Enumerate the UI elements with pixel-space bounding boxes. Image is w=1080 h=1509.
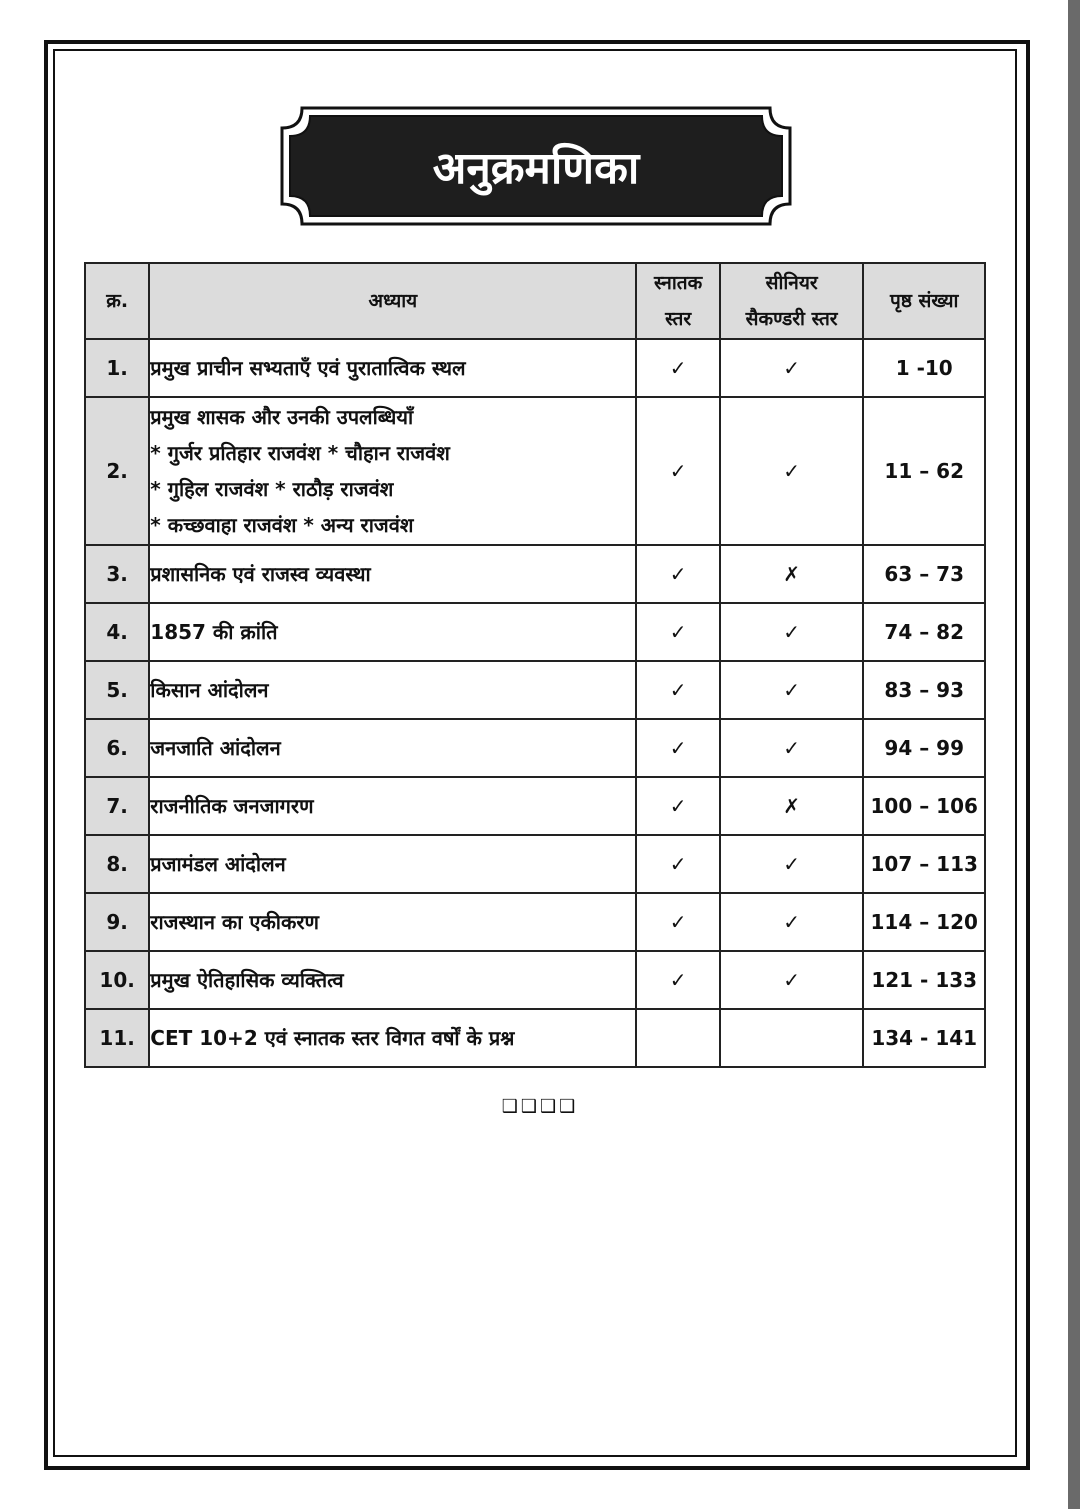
graduate-level-mark: ✓: [636, 545, 719, 603]
page-range: 114 – 120: [863, 893, 985, 951]
senior-secondary-mark: ✓: [720, 951, 864, 1009]
page-range: 100 – 106: [863, 777, 985, 835]
graduate-level-mark: ✓: [636, 397, 719, 545]
chapter-title: [149, 661, 636, 719]
chapter-title-line: प्रमुख शासक और उनकी उपलब्धियाँ: [150, 405, 414, 429]
chapter-title: [149, 719, 636, 777]
senior-secondary-mark: ✓: [720, 339, 864, 397]
header-senior-secondary-level: [720, 263, 864, 339]
table-row: [85, 835, 985, 893]
senior-secondary-mark: ✓: [720, 661, 864, 719]
end-of-section-marks: ❑❑❑❑: [501, 1096, 579, 1117]
table-row: [85, 603, 985, 661]
senior-secondary-mark: [720, 1009, 864, 1067]
graduate-level-mark: ✓: [636, 603, 719, 661]
page-range: 11 – 62: [863, 397, 985, 545]
senior-secondary-mark: ✓: [720, 893, 864, 951]
page-range: 63 – 73: [863, 545, 985, 603]
senior-secondary-mark: ✓: [720, 835, 864, 893]
header-graduate-line-1: स्नातक: [654, 272, 703, 294]
row-number: 10.: [85, 951, 149, 1009]
chapter-title-line: प्रजामंडल आंदोलन: [150, 852, 286, 876]
senior-secondary-mark: ✗: [720, 777, 864, 835]
table-row: [85, 397, 985, 545]
page-range: 134 - 141: [863, 1009, 985, 1067]
chapter-title-line: CET 10+2 एवं स्नातक स्तर विगत वर्षों के प्रश्न: [150, 1026, 515, 1050]
row-number: 1.: [85, 339, 149, 397]
chapter-title: [149, 339, 636, 397]
header-graduate-line-2: स्तर: [665, 308, 692, 330]
header-senior-line-2: सैकण्डरी स्तर: [745, 308, 838, 330]
page-range: 1 -10: [863, 339, 985, 397]
chapter-title-line: प्रमुख ऐतिहासिक व्यक्तित्व: [150, 968, 344, 992]
chapter-title-line: * कच्छवाहा राजवंश * अन्य राजवंश: [150, 513, 414, 537]
table-row: [85, 339, 985, 397]
row-number: 2.: [85, 397, 149, 545]
chapter-title: [149, 893, 636, 951]
header-senior-line-1: सीनियर: [765, 272, 818, 294]
row-number: 6.: [85, 719, 149, 777]
page-range: 83 – 93: [863, 661, 985, 719]
chapter-title-line: * गुर्जर प्रतिहार राजवंश * चौहान राजवंश: [150, 441, 450, 465]
chapter-title-line: प्रमुख प्राचीन सभ्यताएँ एवं पुरातात्विक स्थल: [150, 356, 466, 380]
header-page-numbers: पृष्ठ संख्या: [863, 263, 985, 339]
header-chapter: अध्याय: [149, 263, 636, 339]
senior-secondary-mark: ✓: [720, 603, 864, 661]
graduate-level-mark: ✓: [636, 777, 719, 835]
title-banner: [280, 106, 792, 226]
chapter-title-line: किसान आंदोलन: [150, 678, 269, 702]
page-title: अनुक्रमणिका: [432, 143, 640, 194]
chapter-title-line: * गुहिल राजवंश * राठौड़ राजवंश: [150, 477, 394, 501]
page-range: 121 - 133: [863, 951, 985, 1009]
chapter-title: [149, 1009, 636, 1067]
chapter-title-line: 1857 की क्रांति: [150, 620, 278, 644]
chapter-title: [149, 545, 636, 603]
row-number: 11.: [85, 1009, 149, 1067]
senior-secondary-mark: ✓: [720, 397, 864, 545]
chapter-title-line: राजनीतिक जनजागरण: [150, 794, 314, 818]
graduate-level-mark: ✓: [636, 893, 719, 951]
graduate-level-mark: ✓: [636, 951, 719, 1009]
row-number: 9.: [85, 893, 149, 951]
page-range: 107 – 113: [863, 835, 985, 893]
graduate-level-mark: ✓: [636, 661, 719, 719]
row-number: 4.: [85, 603, 149, 661]
graduate-level-mark: ✓: [636, 339, 719, 397]
table-row: [85, 777, 985, 835]
graduate-level-mark: ✓: [636, 719, 719, 777]
senior-secondary-mark: ✗: [720, 545, 864, 603]
header-number: क्र.: [85, 263, 149, 339]
chapter-title: [149, 835, 636, 893]
row-number: 3.: [85, 545, 149, 603]
senior-secondary-mark: ✓: [720, 719, 864, 777]
chapter-title: [149, 397, 636, 545]
page-range: 74 – 82: [863, 603, 985, 661]
table-row: [85, 1009, 985, 1067]
table-row: [85, 893, 985, 951]
table-row: [85, 545, 985, 603]
contents-table: [84, 262, 986, 1068]
table-row: [85, 719, 985, 777]
table-header-row: [85, 263, 985, 339]
chapter-title: [149, 603, 636, 661]
chapter-title: [149, 951, 636, 1009]
table-row: [85, 951, 985, 1009]
page-range: 94 – 99: [863, 719, 985, 777]
chapter-title-line: जनजाति आंदोलन: [150, 736, 281, 760]
header-graduate-level: [636, 263, 719, 339]
table-row: [85, 661, 985, 719]
chapter-title-line: राजस्थान का एकीकरण: [150, 910, 319, 934]
chapter-title: [149, 777, 636, 835]
row-number: 7.: [85, 777, 149, 835]
page-edge-shadow: [1068, 0, 1080, 1509]
row-number: 8.: [85, 835, 149, 893]
graduate-level-mark: [636, 1009, 719, 1067]
row-number: 5.: [85, 661, 149, 719]
chapter-title-line: प्रशासनिक एवं राजस्व व्यवस्था: [150, 562, 371, 586]
graduate-level-mark: ✓: [636, 835, 719, 893]
